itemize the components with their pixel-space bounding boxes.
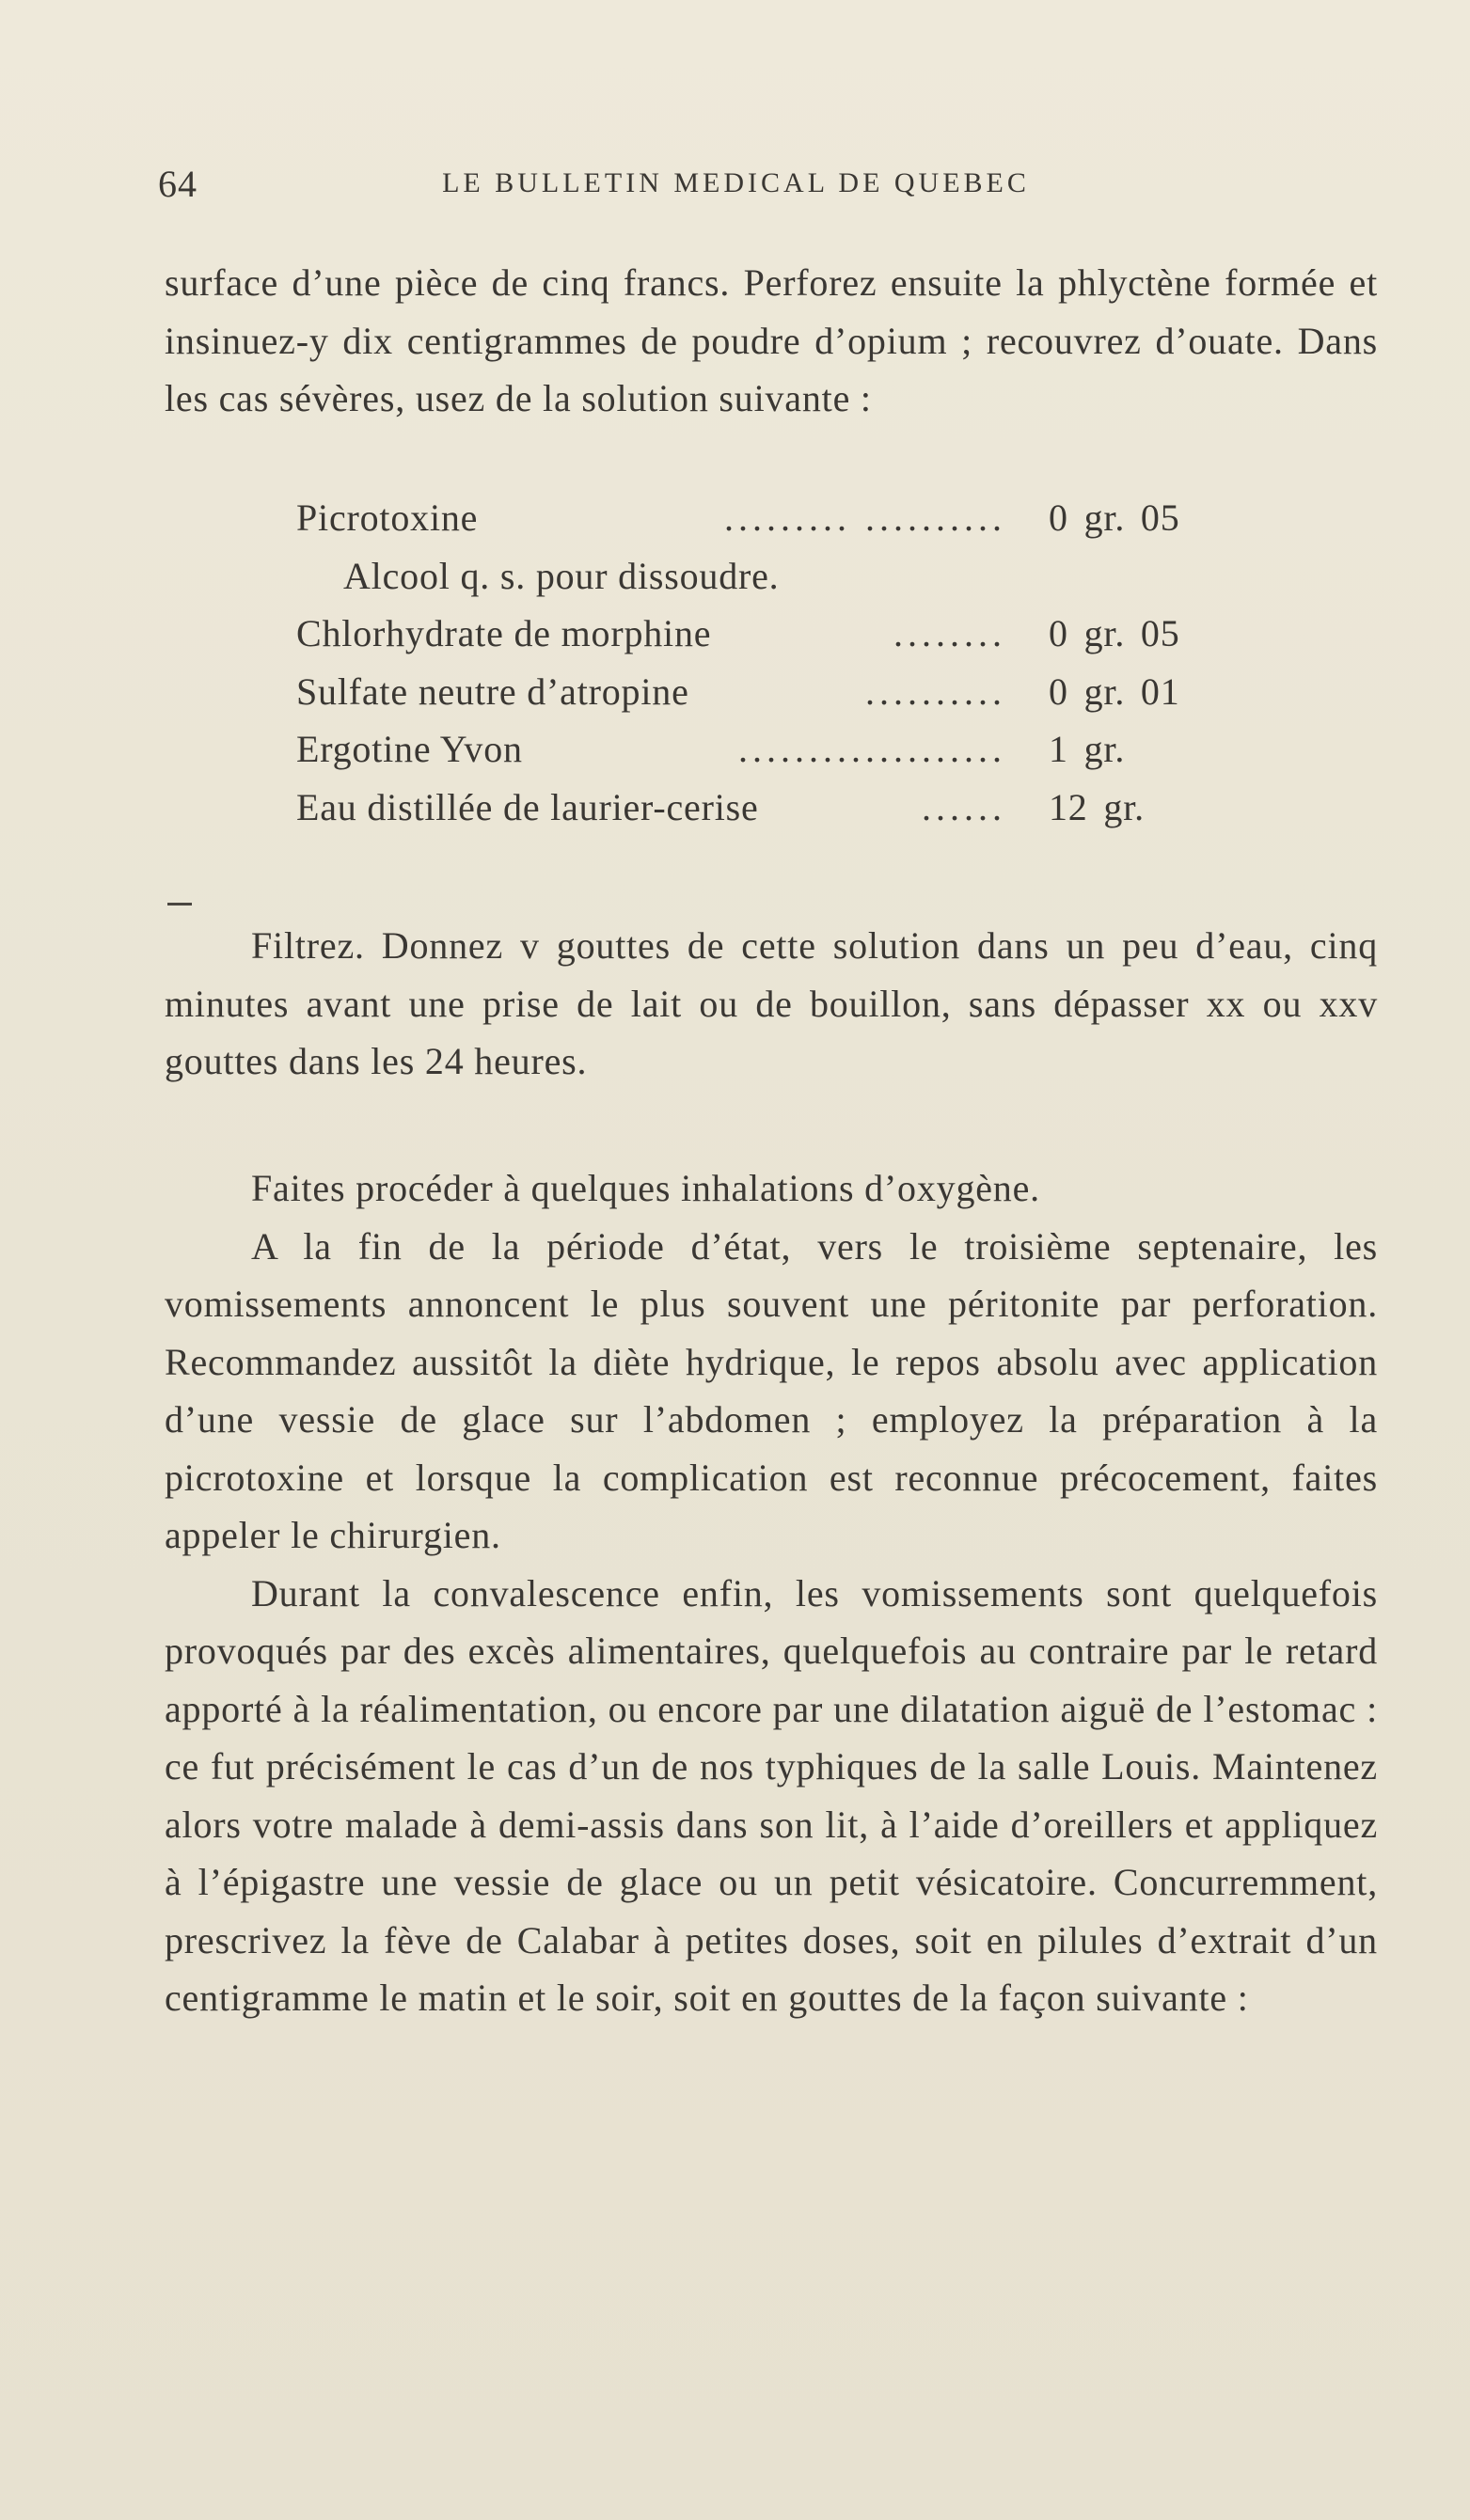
recipe-row	[296, 663, 1293, 721]
ingredient-amount: 1 gr.	[1049, 728, 1126, 770]
ingredient-amount: 0 gr. 01	[1049, 669, 1180, 713]
ingredient-name: Sulfate neutre d’atropine	[296, 669, 689, 713]
paragraph-dosage	[165, 917, 1378, 1091]
leader-dots: ......... ..........	[724, 496, 1006, 539]
recipe-row	[296, 489, 1293, 547]
ingredient-name: Ergotine Yvon	[296, 728, 523, 770]
margin-dash	[167, 903, 192, 906]
ingredient-name: Picrotoxine	[296, 496, 479, 539]
paragraph-text: surface d’une pièce de cinq francs. Perforez ensuite la phlyctène formée et insinuez-y dix centigrammes de poudre d’opium ; recouvrez d’ouate. Dans les cas sévères, usez de la solution suivante :	[165, 261, 1378, 419]
paragraph-text: Faites procéder à quelques inhalations d’oxygène.	[251, 1167, 1040, 1209]
paragraph-body	[165, 1159, 1378, 2027]
running-title: LE BULLETIN MEDICAL DE QUEBEC	[442, 167, 1030, 198]
page-number: 64	[158, 163, 198, 205]
paragraph-text: A la fin de la période d’état, vers le troisième septenaire, les vomissements annoncent le plus souvent une péritonite par perforation. Recommandez aussitôt la diète hydrique, le repos absolu avec application d’une vessie de glace sur l’abdomen ; employez la préparation à la picrotoxine et lorsque la complication est reconnue précocement, faites appeler le chirurgien.	[165, 1224, 1378, 1556]
ingredient-name: Chlorhydrate de morphine	[296, 612, 712, 654]
leader-dots: ...................	[738, 728, 1006, 770]
ingredient-amount: 12 gr.	[1049, 785, 1145, 828]
page-header	[150, 162, 1321, 218]
paragraph-text: Durant la convalescence enfin, les vomissements sont quelquefois provoqués par des excès alimentaires, quelquefois au contraire par le retard apporté à la réalimentation, ou encore par une dilatation aiguë de l’estomac : ce fut précisément le cas d’un de nos typhiques de la salle Louis. Maintenez alors votre malade à demi-assis dans son lit, à l’aide d’oreillers et appliquez à l’épigastre une vessie de glace ou un petit vésicatoire. Concurremment, prescrivez la fève de Calabar à petites doses, soit en pilules d’extrait d’un centigramme le matin et le soir, soit en gouttes de la façon suivante :	[165, 1571, 1378, 2019]
paragraph-text: Filtrez. Donnez v gouttes de cette solution dans un peu d’eau, cinq minutes avant une prise de lait ou de bouillon, sans dépasser xx ou xxv gouttes dans les 24 heures.	[165, 924, 1378, 1082]
paragraph-opening	[165, 254, 1378, 428]
prescription-recipe-picrotoxine	[296, 489, 1293, 836]
leader-dots: ........	[893, 612, 1006, 654]
leader-dots: ......	[922, 785, 1006, 828]
ingredient-name: Eau distillée de laurier-cerise	[296, 785, 759, 828]
leader-dots: ..........	[865, 669, 1006, 713]
ingredient-amount: 0 gr. 05	[1049, 612, 1180, 654]
recipe-row	[296, 547, 1293, 606]
ingredient-amount: 0 gr. 05	[1049, 496, 1180, 539]
recipe-row	[296, 720, 1293, 779]
recipe-row	[296, 779, 1293, 837]
recipe-row	[296, 605, 1293, 663]
ingredient-note: Alcool q. s. pour dissoudre.	[343, 554, 780, 597]
